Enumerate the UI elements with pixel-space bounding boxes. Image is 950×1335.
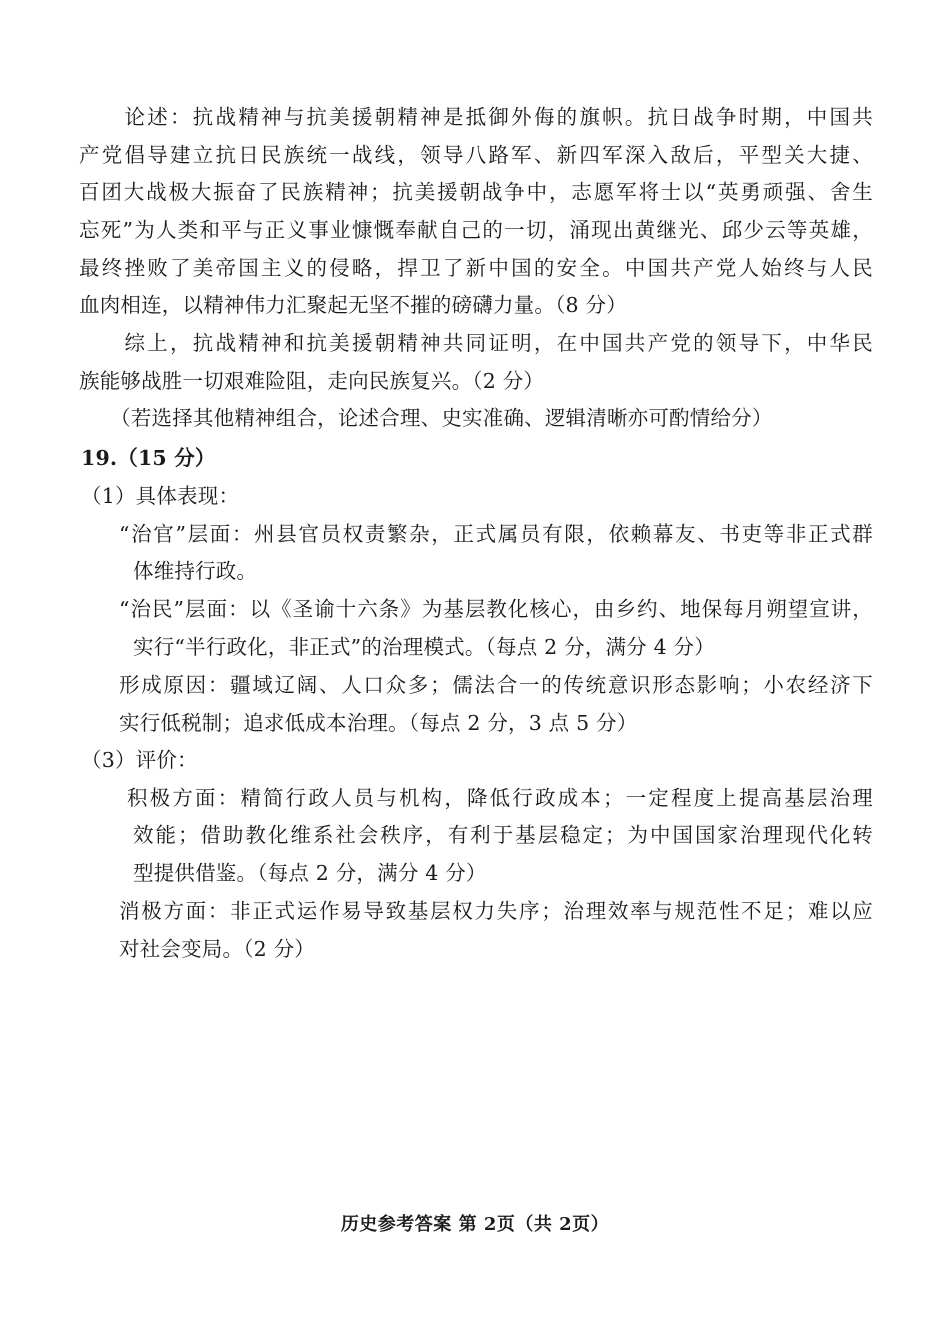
q18-paragraph-line: 最终挫败了美帝国主义的侵略，捍卫了新中国的安全。中国共产党人始终与人民: [79, 256, 873, 280]
q19-answer-line: 消极方面：非正式运作易导致基层权力失序；治理效率与规范性不足；难以应: [119, 899, 873, 923]
q19-answer-line: 形成原因：疆域辽阔、人口众多；儒法合一的传统意识形态影响；小农经济下: [119, 673, 873, 697]
q18-paragraph-line: 忘死”为人类和平与正义事业慷慨奉献自己的一切，涌现出黄继光、邱少云等英雄，: [79, 218, 873, 242]
q18-conclusion-line: 综上，抗战精神和抗美援朝精神共同证明，在中国共产党的领导下，中华民: [79, 331, 873, 355]
q18-paragraph-line: 血肉相连，以精神伟力汇聚起无坚不摧的磅礴力量。（8 分）: [79, 293, 627, 317]
q19-answer-line: 型提供借鉴。（每点 2 分，满分 4 分）: [133, 861, 487, 885]
q18-paragraph-line: 产党倡导建立抗日民族统一战线，领导八路军、新四军深入敌后，平型关大捷、: [79, 143, 873, 167]
q18-conclusion-line: 族能够战胜一切艰难险阻，走向民族复兴。（2 分）: [79, 369, 545, 393]
q19-subheading-part3: （3）评价：: [81, 748, 198, 772]
q19-answer-line: 对社会变局。（2 分）: [119, 937, 316, 961]
q19-answer-line: 实行“半行政化，非正式”的治理模式。（每点 2 分，满分 4 分）: [133, 635, 715, 659]
q19-answer-line: “治民”层面：以《圣谕十六条》为基层教化核心，由乡约、地保每月朔望宣讲，: [119, 597, 873, 621]
q19-subheading-part1: （1）具体表现：: [81, 484, 240, 508]
q18-paragraph-line: 百团大战极大振奋了民族精神；抗美援朝战争中，志愿军将士以“英勇顽强、舍生: [79, 180, 873, 204]
q19-answer-line: 实行低税制；追求低成本治理。（每点 2 分，3 点 5 分）: [119, 711, 638, 735]
page-footer: 历史参考答案 第 2页（共 2页）: [340, 1214, 610, 1235]
q19-answer-line: 体维持行政。: [133, 559, 258, 583]
q18-paragraph-line: 论述：抗战精神与抗美援朝精神是抵御外侮的旗帜。抗日战争时期，中国共: [79, 105, 873, 129]
q19-heading: 19.（15 分）: [81, 446, 216, 470]
q19-answer-line: 效能；借助教化维系社会秩序，有利于基层稳定；为中国国家治理现代化转: [133, 823, 873, 847]
q19-answer-line: “治官”层面：州县官员权责繁杂，正式属员有限，依赖幕友、书吏等非正式群: [119, 522, 873, 546]
q19-answer-line: 积极方面：精简行政人员与机构，降低行政成本；一定程度上提高基层治理: [127, 786, 873, 810]
q18-scoring-note: （若选择其他精神组合，论述合理、史实准确、逻辑清晰亦可酌情给分）: [79, 406, 773, 430]
